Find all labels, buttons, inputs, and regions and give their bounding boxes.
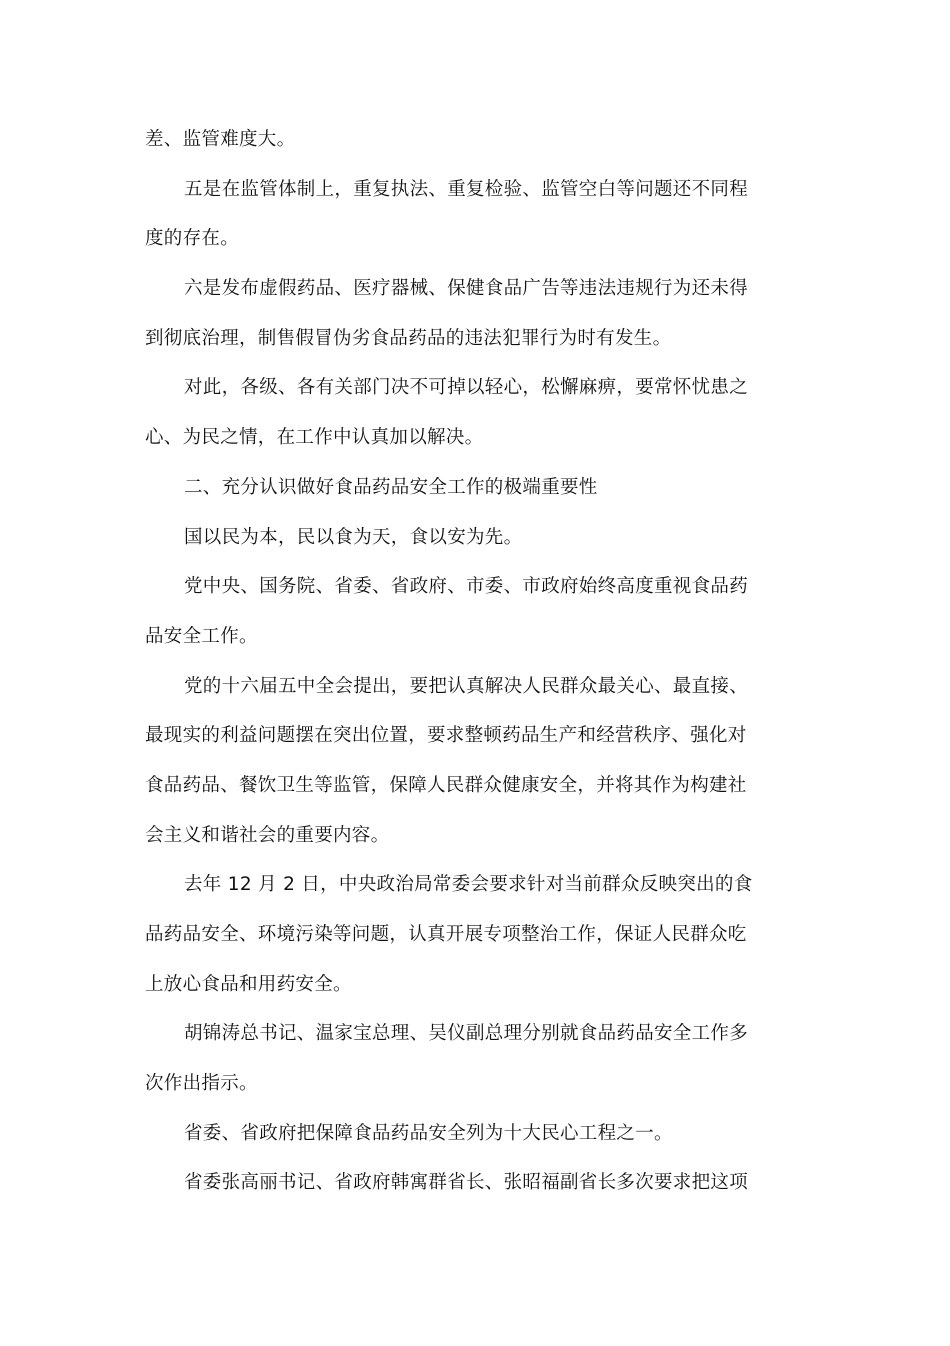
text-line: 差、监管难度大。 bbox=[145, 129, 296, 150]
text-line: 次作出指示。 bbox=[145, 1073, 258, 1095]
paragraph-start: 省委、省政府把保障食品药品安全列为十大民心工程之一。 bbox=[184, 1122, 673, 1144]
text-line: 会主义和谐社会的重要内容。 bbox=[145, 824, 390, 846]
text-line: 到彻底治理，制售假冒伪劣食品药品的违法犯罪行为时有发生。 bbox=[145, 327, 672, 349]
paragraph-start: 党的十六届五中全会提出，要把认真解决人民群众最关心、最直接、 bbox=[184, 675, 749, 697]
text-line: 品安全工作。 bbox=[145, 625, 258, 647]
paragraph-start: 党中央、国务院、省委、省政府、市委、市政府始终高度重视食品药 bbox=[184, 576, 749, 598]
text-line: 心、为民之情，在工作中认真加以解决。 bbox=[145, 427, 484, 449]
text-line: 度的存在。 bbox=[145, 228, 240, 250]
text-line: 品药品安全、环境污染等问题，认真开展专项整治工作，保证人民群众吃 bbox=[145, 924, 747, 945]
paragraph-start: 对此，各级、各有关部门决不可掉以轻心，松懈麻痹，要常怀忧患之 bbox=[184, 377, 749, 399]
text-line: 食品药品、餐饮卫生等监管，保障人民群众健康安全，并将其作为构建社 bbox=[145, 774, 747, 796]
paragraph-start: 省委张高丽书记、省政府韩寓群省长、张昭福副省长多次要求把这项 bbox=[184, 1172, 749, 1194]
paragraph-start: 去年 12 月 2 日，中央政治局常委会要求针对当前群众反映突出的食 bbox=[184, 874, 753, 896]
body-text bbox=[145, 122, 765, 1215]
paragraph-start: 五是在监管体制上，重复执法、重复检验、监管空白等问题还不同程 bbox=[184, 178, 749, 200]
text-line: 最现实的利益问题摆在突出位置，要求整顿药品生产和经营秩序、强化对 bbox=[145, 725, 747, 747]
section-heading: 二、充分认识做好食品药品安全工作的极端重要性 bbox=[184, 476, 598, 498]
paragraph-start: 国以民为本，民以食为天，食以安为先。 bbox=[184, 526, 523, 548]
paragraph-start: 六是发布虚假药品、医疗器械、保健食品广告等违法违规行为还未得 bbox=[184, 278, 749, 300]
text-line: 上放心食品和用药安全。 bbox=[145, 973, 352, 995]
paragraph-start: 胡锦涛总书记、温家宝总理、吴仪副总理分别就食品药品安全工作多 bbox=[184, 1023, 749, 1045]
